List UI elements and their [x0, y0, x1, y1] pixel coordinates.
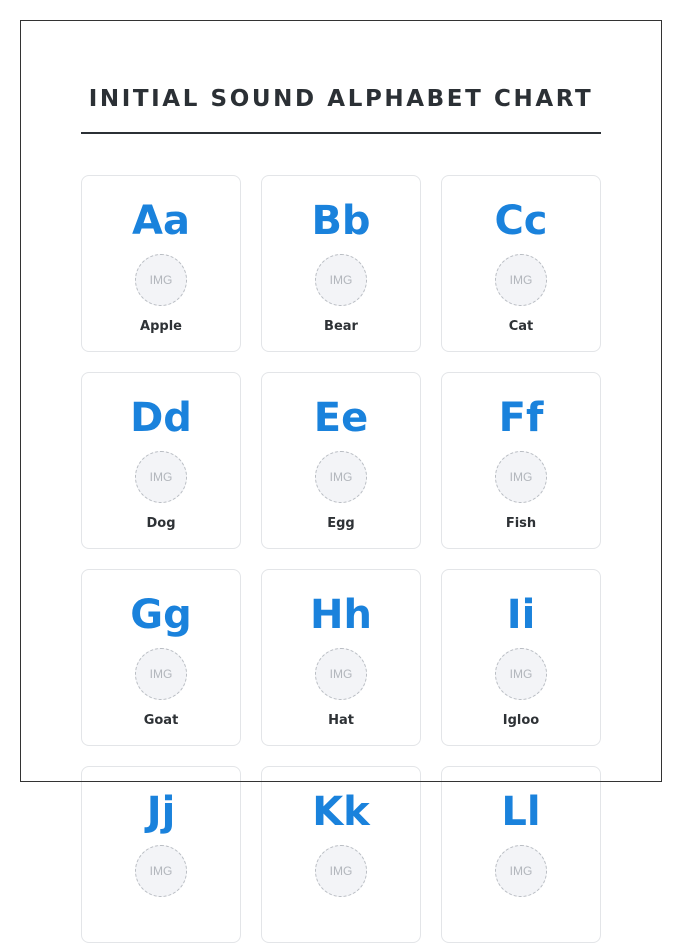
alphabet-grid: [81, 175, 601, 943]
word-label: Bear: [324, 319, 358, 334]
word-label: Fish: [505, 516, 537, 531]
letter-card-j: [81, 766, 241, 943]
letter-card-a: [81, 175, 241, 352]
image-placeholder-icon: IMG: [315, 648, 367, 700]
letter-label: Bb: [311, 198, 371, 244]
image-placeholder-icon: IMG: [135, 648, 187, 700]
letter-card-f: [441, 372, 601, 549]
letter-card-d: [81, 372, 241, 549]
word-label: Dog: [146, 516, 176, 531]
image-placeholder-icon: IMG: [135, 845, 187, 897]
letter-card-i: [441, 569, 601, 746]
word-label: Apple: [140, 319, 182, 334]
image-placeholder-icon: IMG: [315, 451, 367, 503]
image-placeholder-icon: IMG: [495, 451, 547, 503]
letter-label: Kk: [312, 789, 370, 835]
letter-card-e: [261, 372, 421, 549]
letter-label: Ee: [313, 395, 369, 441]
word-label: Igloo: [502, 713, 540, 728]
letter-card-c: [441, 175, 601, 352]
title-underline: [81, 132, 601, 134]
letter-label: Ii: [506, 592, 536, 638]
letter-label: Gg: [130, 592, 192, 638]
image-placeholder-icon: IMG: [495, 845, 547, 897]
letter-label: Dd: [130, 395, 192, 441]
letter-card-l: [441, 766, 601, 943]
image-placeholder-icon: IMG: [495, 254, 547, 306]
letter-label: Hh: [310, 592, 372, 638]
image-placeholder-icon: IMG: [135, 451, 187, 503]
word-label: Goat: [143, 713, 179, 728]
word-label: Egg: [327, 516, 355, 531]
letter-label: Ff: [498, 395, 544, 441]
letter-label: Jj: [146, 789, 176, 835]
word-label: Hat: [328, 713, 354, 728]
image-placeholder-icon: IMG: [315, 845, 367, 897]
image-placeholder-icon: IMG: [315, 254, 367, 306]
letter-label: Cc: [494, 198, 548, 244]
page-title: INITIAL SOUND ALPHABET CHART: [88, 86, 594, 112]
letter-label: Aa: [132, 198, 190, 244]
letter-label: Ll: [501, 789, 541, 835]
word-label: Cat: [508, 319, 534, 334]
letter-card-b: [261, 175, 421, 352]
image-placeholder-icon: IMG: [495, 648, 547, 700]
letter-card-g: [81, 569, 241, 746]
letter-card-k: [261, 766, 421, 943]
image-placeholder-icon: IMG: [135, 254, 187, 306]
letter-card-h: [261, 569, 421, 746]
